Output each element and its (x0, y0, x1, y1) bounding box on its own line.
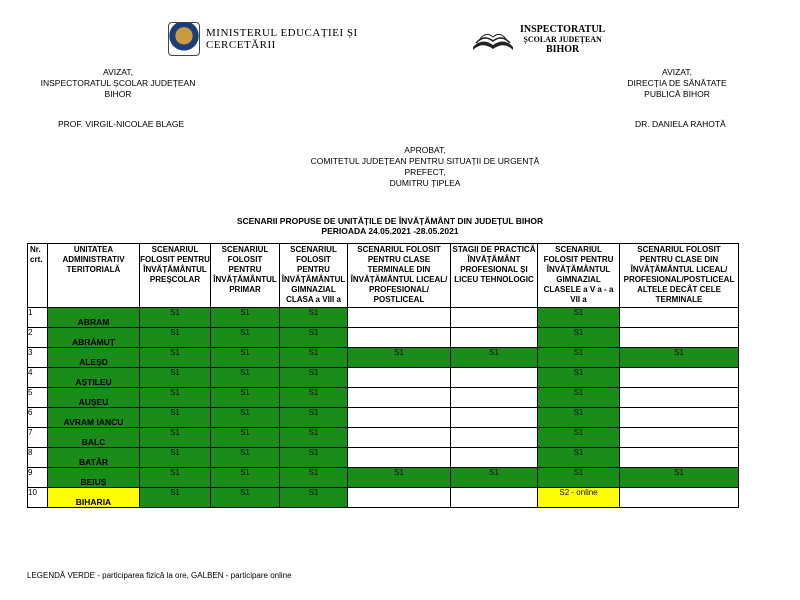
scenario-cell (348, 328, 451, 348)
isj-line3: BIHOR (545, 44, 580, 55)
right-org2: PUBLICĂ BIHOR (644, 89, 710, 99)
header-nr: Nr. crt. (28, 244, 48, 308)
scenario-cell: S1 (348, 468, 451, 488)
header-gimnazial-viii: SCENARIUL FOLOSIT PENTRU ÎNVĂȚĂMÂNTUL GIMNAZIAL CLASA a VIII a (280, 244, 348, 308)
unit-name: BEIUȘ (48, 468, 140, 488)
scenario-cell: S1 (280, 448, 348, 468)
scenario-cell: S1 (140, 488, 211, 508)
right-org1: DIRECȚIA DE SĂNĂTATE (627, 78, 727, 88)
left-avizat: AVIZAT, (103, 67, 133, 77)
scenario-cell (620, 388, 739, 408)
aprobat-label: APROBAT, (404, 145, 446, 155)
table-row (28, 488, 739, 508)
scenario-cell (620, 488, 739, 508)
scenario-cell (348, 308, 451, 328)
header-unit: UNITATEA ADMINISTRATIV TERITORIALĂ (48, 244, 140, 308)
isj-line2: ȘCOLAR JUDEȚEAN (523, 35, 602, 44)
header-terminale: SCENARIUL FOLOSIT PENTRU CLASE TERMINALE DIN ÎNVĂȚĂMÂNTUL LICEAL/ PROFESIONAL/ POSTLICEAL (348, 244, 451, 308)
ministry-name: MINISTERUL EDUCAȚIEI ȘI CERCETĂRII (206, 27, 358, 51)
scenario-cell: S1 (280, 308, 348, 328)
prefect-label: PREFECT, (404, 167, 446, 177)
unit-name: ABRĂMUȚ (48, 328, 140, 348)
scenario-cell: S1 (211, 328, 280, 348)
scenario-cell: S1 (211, 408, 280, 428)
scenario-cell (348, 388, 451, 408)
unit-name: AVRAM IANCU (48, 408, 140, 428)
row-number: 4 (28, 368, 48, 388)
scenario-cell (451, 448, 538, 468)
open-book-icon (470, 25, 516, 55)
right-avizat: AVIZAT, (662, 67, 692, 77)
scenario-cell (348, 368, 451, 388)
row-number: 9 (28, 468, 48, 488)
scenario-cell: S1 (348, 348, 451, 368)
table-row (28, 428, 739, 448)
scenario-cell: S1 (538, 428, 620, 448)
scenario-cell (348, 488, 451, 508)
prefect-approval (300, 145, 550, 189)
scenario-cell: S1 (140, 428, 211, 448)
scenario-cell: S1 (211, 468, 280, 488)
unit-name: ALEȘD (48, 348, 140, 368)
scenario-cell (620, 368, 739, 388)
scenario-cell: S1 (280, 488, 348, 508)
scenario-cell (451, 488, 538, 508)
row-number: 8 (28, 448, 48, 468)
row-number: 2 (28, 328, 48, 348)
unit-name: AȘTILEU (48, 368, 140, 388)
ministry-logo (168, 22, 408, 56)
scenario-cell (348, 428, 451, 448)
scenario-cell: S1 (211, 428, 280, 448)
document-title (190, 216, 590, 236)
row-number: 1 (28, 308, 48, 328)
scenario-cell: S1 (451, 468, 538, 488)
scenario-cell: S1 (140, 388, 211, 408)
scenario-cell: S1 (280, 388, 348, 408)
row-number: 6 (28, 408, 48, 428)
isj-logo (470, 20, 630, 60)
scenario-cell: S1 (620, 468, 739, 488)
table-row (28, 328, 739, 348)
header-stagii: STAGII DE PRACTICĂ ÎNVĂȚĂMÂNT PROFESIONAL ȘI LICEU TEHNOLOGIC (451, 244, 538, 308)
table-row (28, 348, 739, 368)
scenario-cell: S1 (538, 408, 620, 428)
scenario-cell (620, 408, 739, 428)
unit-name: BIHARIA (48, 488, 140, 508)
scenario-cell: S1 (140, 408, 211, 428)
unit-name: ABRAM (48, 308, 140, 328)
right-approval (612, 67, 742, 100)
scenario-cell: S1 (211, 388, 280, 408)
header-primar: SCENARIUL FOLOSIT PENTRU ÎNVĂȚĂMÂNTUL PRIMAR (211, 244, 280, 308)
header-altele: SCENARIUL FOLOSIT PENTRU CLASE DIN ÎNVĂȚĂMÂNTUL LICEAL/ PROFESIONAL/POSTLICEAL ALTELE DECÂT CELE TERMINALE (620, 244, 739, 308)
scenario-cell (620, 328, 739, 348)
left-org: INSPECTORATUL ȘCOLAR JUDEȚEAN BIHOR (40, 78, 196, 99)
scenario-cell: S1 (538, 448, 620, 468)
scenarios-table (27, 243, 739, 508)
scenario-cell: S1 (538, 348, 620, 368)
scenario-cell: S1 (280, 348, 348, 368)
scenario-cell: S1 (140, 368, 211, 388)
row-number: 10 (28, 488, 48, 508)
table-row (28, 448, 739, 468)
table-row (28, 368, 739, 388)
scenario-cell (451, 308, 538, 328)
scenario-cell (451, 408, 538, 428)
unit-name: BATĂR (48, 448, 140, 468)
scenario-cell: S1 (140, 308, 211, 328)
scenario-cell: S1 (211, 368, 280, 388)
left-approval (28, 67, 208, 100)
prefect-name: DUMITRU ȚIPLEA (389, 178, 461, 188)
scenario-cell: S1 (280, 468, 348, 488)
table-row (28, 408, 739, 428)
scenario-cell: S1 (280, 408, 348, 428)
right-signatory: DR. DANIELA RAHOTĂ (635, 119, 726, 129)
scenario-cell: S1 (538, 468, 620, 488)
scenario-cell: S1 (211, 488, 280, 508)
scenario-cell: S1 (280, 328, 348, 348)
scenario-cell: S2 - online (538, 488, 620, 508)
scenario-cell (451, 328, 538, 348)
table-header-row (28, 244, 739, 308)
scenario-cell (620, 308, 739, 328)
title-line1: SCENARII PROPUSE DE UNITĂȚILE DE ÎNVĂȚĂMÂNT DIN JUDEȚUL BIHOR (236, 216, 544, 226)
scenario-cell: S1 (538, 388, 620, 408)
unit-name: AUȘEU (48, 388, 140, 408)
row-number: 5 (28, 388, 48, 408)
isj-line1: INSPECTORATUL (520, 24, 606, 35)
title-period: PERIOADA 24.05.2021 -28.05.2021 (321, 226, 459, 236)
scenario-cell: S1 (620, 348, 739, 368)
scenario-cell: S1 (538, 328, 620, 348)
row-number: 7 (28, 428, 48, 448)
scenario-cell (620, 428, 739, 448)
header-prescolar: SCENARIUL FOLOSIT PENTRU ÎNVĂȚĂMÂNTUL PREȘCOLAR (140, 244, 211, 308)
scenario-cell: S1 (140, 328, 211, 348)
scenario-cell (451, 368, 538, 388)
table-row (28, 308, 739, 328)
scenario-cell: S1 (538, 368, 620, 388)
coat-of-arms-icon (168, 22, 200, 56)
scenario-cell (348, 408, 451, 428)
left-signatory: PROF. VIRGIL-NICOLAE BLAGE (58, 119, 185, 129)
scenario-cell (451, 388, 538, 408)
scenario-cell: S1 (538, 308, 620, 328)
scenario-cell: S1 (140, 348, 211, 368)
unit-name: BALC (48, 428, 140, 448)
committee-name: COMITETUL JUDEȚEAN PENTRU SITUAȚII DE URGENȚĂ (310, 156, 540, 166)
scenario-cell: S1 (280, 368, 348, 388)
legend: LEGENDĂ VERDE - participarea fizică la ore, GALBEN - participare online (27, 571, 292, 580)
scenario-cell: S1 (451, 348, 538, 368)
row-number: 3 (28, 348, 48, 368)
scenario-cell (451, 428, 538, 448)
scenario-cell: S1 (211, 348, 280, 368)
scenario-cell: S1 (211, 308, 280, 328)
scenario-cell: S1 (211, 448, 280, 468)
scenario-cell: S1 (140, 468, 211, 488)
table-row (28, 468, 739, 488)
scenario-cell: S1 (280, 428, 348, 448)
scenario-cell: S1 (140, 448, 211, 468)
header-gimnazial-v-vii: SCENARIUL FOLOSIT PENTRU ÎNVĂȚĂMÂNTUL GIMNAZIAL CLASELE a V a - a VII a (538, 244, 620, 308)
table-row (28, 388, 739, 408)
scenario-cell (348, 448, 451, 468)
scenario-cell (620, 448, 739, 468)
